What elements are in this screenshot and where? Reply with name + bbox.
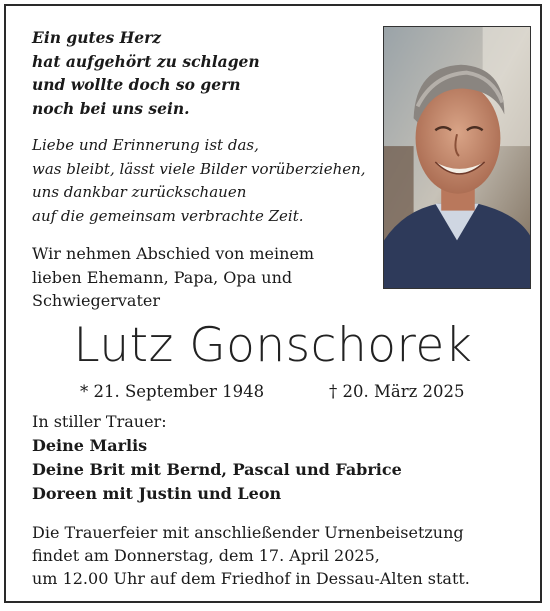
poem-line: und wollte doch so gern	[32, 75, 241, 94]
farewell-intro	[32, 242, 372, 313]
intro-line: Schwiegervater	[32, 291, 160, 310]
portrait-photo	[383, 26, 531, 289]
mourners-section	[32, 410, 532, 506]
funeral-line: um 12.00 Uhr auf dem Friedhof in Dessau-Alten statt.	[32, 569, 470, 588]
funeral-line: findet am Donnerstag, dem 17. April 2025,	[32, 546, 380, 565]
poem-line: hat aufgehört zu schlagen	[32, 51, 260, 71]
mourner-name: Deine Marlis	[32, 436, 148, 455]
funeral-notice	[32, 521, 542, 590]
poem-line: was bleibt, lässt viele Bilder vorüberziehen,	[32, 159, 366, 178]
intro-line: Wir nehmen Abschied von meinem	[32, 244, 315, 263]
poem-line: noch bei uns sein.	[32, 98, 190, 118]
deceased-name: Lutz Gonschorek	[73, 318, 473, 373]
poem-line: Ein gutes Herz	[32, 28, 162, 47]
intro-line: lieben Ehemann, Papa, Opa und	[32, 267, 293, 287]
mourners-heading: In stiller Trauer:	[32, 412, 167, 431]
mourner-name: Doreen mit Justin und Leon	[32, 484, 282, 503]
death-date: † 20. März 2025	[329, 382, 465, 401]
obituary-card	[4, 4, 542, 603]
poem-verse-2	[32, 134, 372, 228]
portrait-illustration	[384, 27, 530, 288]
birth-date: * 21. September 1948	[80, 382, 265, 401]
funeral-line: Die Trauerfeier mit anschließender Urnenbeisetzung	[32, 523, 464, 542]
mourner-name: Deine Brit mit Bernd, Pascal und Fabrice	[32, 460, 402, 479]
poem-line: Liebe und Erinnerung ist das,	[32, 136, 259, 154]
poem-line: auf die gemeinsam verbrachte Zeit.	[32, 206, 304, 225]
poem-verse-1	[32, 26, 372, 120]
poem-line: uns dankbar zurückschauen	[32, 183, 247, 201]
